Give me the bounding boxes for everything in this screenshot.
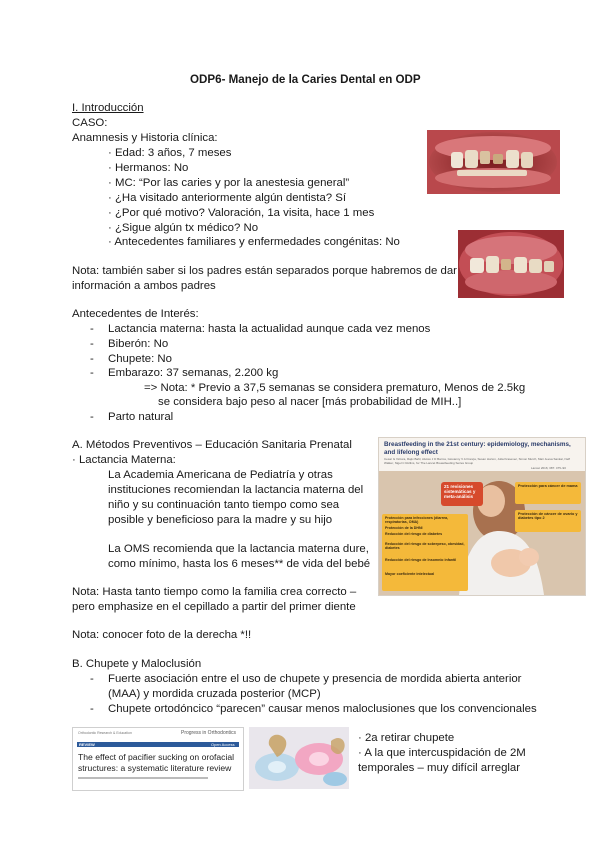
list-item: · Edad: 3 años, 7 meses — [108, 147, 232, 159]
poster-journal: Lancet 2016; 387: 475–90 — [531, 466, 566, 470]
pacifier-note-1: · 2a retirar chupete — [358, 732, 455, 744]
article-thumbnail — [72, 727, 244, 791]
poster-title-line2: and lifelong effect — [384, 449, 438, 456]
intro-heading: I. Introducción — [72, 102, 144, 114]
benefit-item: Protección de la DHNI — [385, 526, 423, 530]
list-item: · MC: “Por las caries y por la anestesia general” — [108, 177, 350, 189]
poster-authors: Cesar G Victora, Rajiv Bahl, Aluísio J D Barros, Giovanny V A França, Susan Horton, Julia Krasevec, Simon Murch, Mari Jeeva Sankar, Neff Walker, Nigel C Rollins, for The Lancet Breastfeeding Series Group — [384, 457, 570, 465]
benefit-item: Reducción del riesgo de Insomnio infantil — [385, 558, 457, 562]
right-benefit-box-1 — [515, 482, 581, 504]
list-item: · ¿Sigue algún tx médico? No — [108, 222, 259, 234]
dash-bullet: - — [90, 353, 94, 365]
pacifier-note-2a: · A la que intercuspidación de 2M — [358, 747, 526, 759]
list-item: Embarazo: 37 semanas, 2.200 kg — [108, 367, 279, 379]
article-band — [77, 742, 239, 747]
right-benefit-box-2 — [515, 510, 581, 532]
benefit-item: Reducción del riesgo de sobrepeso, obesidad, diabetes — [385, 542, 465, 550]
list-item-continuation: (MAA) y mordida cruzada posterior (MCP) — [108, 688, 321, 700]
open-access-badge: Open Access — [211, 742, 235, 747]
list-item: Fuerte asociación entre el uso de chupete y presencia de mordida abierta anterior — [108, 673, 522, 685]
section-b-heading: B. Chupete y Maloclusión — [72, 658, 202, 670]
oms-paragraph-line: como mínimo, hasta los 6 meses** de vida del bebé — [108, 558, 371, 570]
dash-bullet: - — [90, 367, 94, 379]
pregnancy-subnote-line1: => Nota: * Previo a 37,5 semanas se considera prematuro, Menos de 2.5kg — [144, 382, 526, 394]
aap-paragraph-line: niño y su continuación tanto tiempo como sea — [108, 499, 340, 511]
breastfeeding-poster — [378, 437, 586, 596]
dash-bullet: - — [90, 673, 94, 685]
center-box — [441, 482, 483, 506]
poster-title-line1: Breastfeeding in the 21st century: epidemiology, mechanisms, — [384, 441, 571, 448]
nota-family-line2: pero emphasize en el cepillado a partir del primer diente — [72, 601, 356, 613]
lactancia-label: · Lactancia Materna: — [72, 454, 176, 466]
antecedentes-heading: Antecedentes de Interés: — [72, 308, 199, 320]
benefit-item: Reducción del riesgo de diabetes — [385, 532, 443, 536]
pacifier-note-2b: temporales – muy difícil arreglar — [358, 762, 521, 774]
benefit-item: Protección para infecciones (diarrea, respiratorias, OMA) — [385, 516, 449, 524]
teeth-photo-side — [458, 230, 564, 298]
dash-bullet: - — [90, 338, 94, 350]
benefit-item: Protección de cáncer de ovario y diabetes tipo 2 — [518, 512, 578, 521]
aap-paragraph-line: instituciones recomiendan la lactancia materna del — [108, 484, 364, 496]
article-authors-placeholder — [78, 777, 208, 779]
list-item: · ¿Ha visitado anteriormente algún dentista? Sí — [108, 192, 347, 204]
anamnesis-label: Anamnesis y Historia clínica: — [72, 132, 218, 144]
section-a-heading: A. Métodos Preventivos – Educación Sanitaria Prenatal — [72, 439, 352, 451]
benefit-item: Protección para cáncer de mama — [518, 484, 578, 488]
caso-label: CASO: — [72, 117, 108, 129]
list-item: · Hermanos: No — [108, 162, 189, 174]
list-item: Chupete: No — [108, 353, 172, 365]
pregnancy-subnote-line2: se considera bajo peso al nacer [más probabilidad de MIH..] — [158, 396, 462, 408]
nota-family-line1: Nota: Hasta tanto tiempo como la familia crea correcto – — [72, 586, 357, 598]
oms-paragraph-line: La OMS recomienda que la lactancia materna dure, — [108, 543, 369, 555]
aap-paragraph-line: La Academia Americana de Pediatría y otras — [108, 469, 333, 481]
list-item: Parto natural — [108, 411, 174, 423]
dash-bullet: - — [90, 411, 94, 423]
article-title-line1: The effect of pacifier sucking on orofacial — [78, 752, 235, 762]
teeth-photo-front — [427, 130, 560, 194]
list-item: · ¿Por qué motivo? Valoración, 1a visita, hace 1 mes — [108, 207, 375, 219]
center-box-text: 21 revisiones sistemáticas y meta-análisis — [444, 484, 476, 499]
pacifier-photo — [249, 727, 349, 789]
article-label: REVIEW — [79, 742, 95, 747]
benefit-item: Mayor coeficiente intelectual — [385, 572, 435, 576]
article-header-right: Progress in Orthodontics — [181, 730, 237, 736]
page-title: ODP6- Manejo de la Caries Dental en ODP — [190, 73, 421, 86]
article-header-left: Orthodontic Research & Education — [78, 731, 132, 735]
list-item: Lactancia materna: hasta la actualidad aunque cada vez menos — [108, 323, 431, 335]
nota-parents-line1: Nota: también saber si los padres están separados porque habremos de dar — [72, 265, 457, 277]
nota-photo: Nota: conocer foto de la derecha *!! — [72, 629, 252, 641]
article-title-line2: structures: a systematic literature review — [78, 763, 232, 773]
list-item: · Antecedentes familiares y enfermedades congénitas: No — [108, 236, 400, 248]
dash-bullet: - — [90, 323, 94, 335]
nota-parents-line2: información a ambos padres — [72, 280, 216, 292]
list-item: Biberón: No — [108, 338, 169, 350]
list-item: Chupete ortodóncico “parecen” causar menos maloclusiones que los convencionales — [108, 703, 537, 715]
left-benefits-box — [382, 514, 468, 591]
aap-paragraph-line: posible y beneficioso para la madre y su hijo — [108, 514, 333, 526]
dash-bullet: - — [90, 703, 94, 715]
